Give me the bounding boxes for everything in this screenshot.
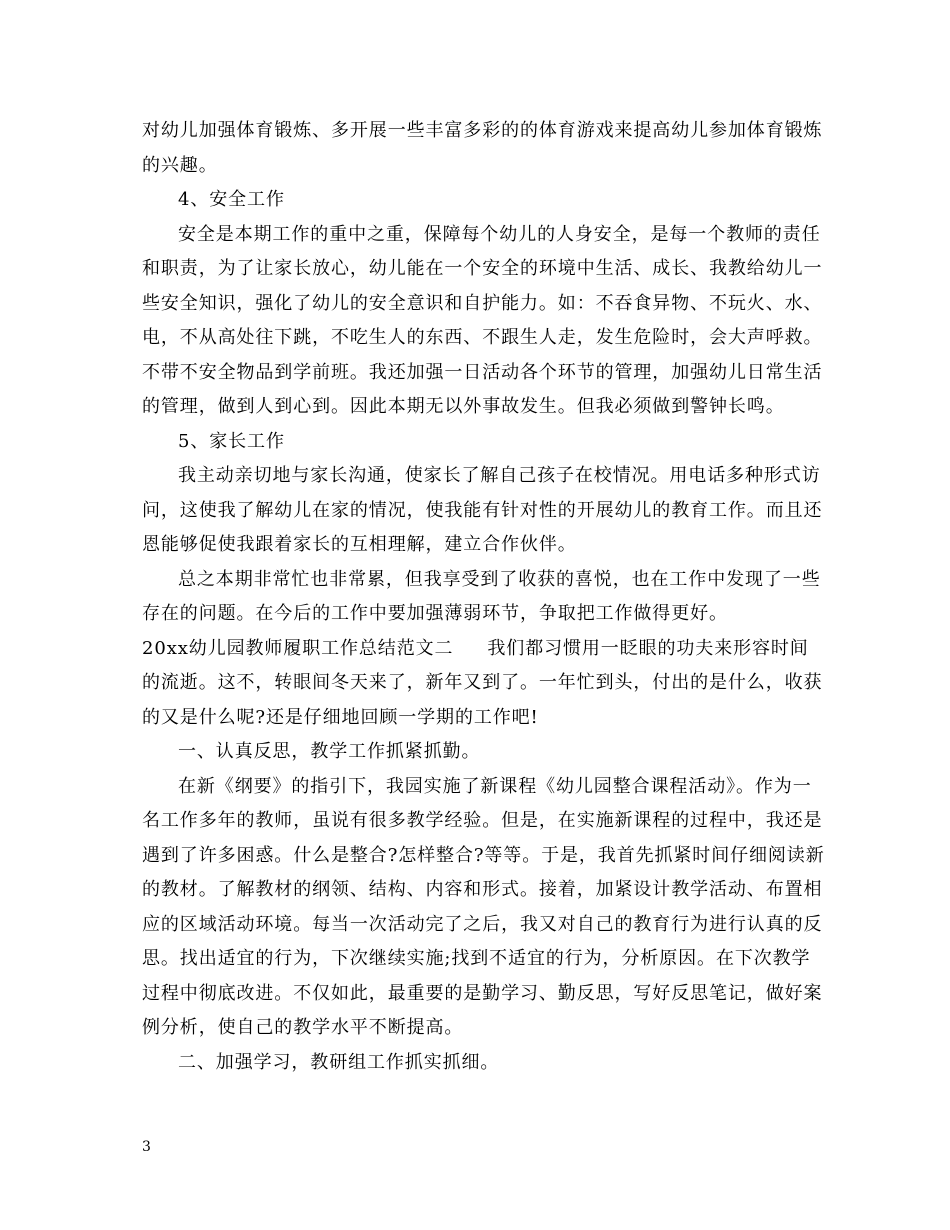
- article-title-line: [142, 632, 810, 667]
- text-line: 名工作多年的教师，虽说有很多教学经验。但是，在实施新课程的过程中，我还是: [142, 810, 823, 831]
- text-line: 我们都习惯用一眨眼的功夫来形容时间: [487, 637, 809, 659]
- section-heading: 5、家长工作: [178, 430, 285, 452]
- text-line: 应的区域活动环境。每当一次活动完了之后，我又对自己的教育行为进行认真的反: [142, 913, 823, 935]
- text-line: 的教材。了解教材的纲领、结构、内容和形式。接着，加紧设计教学活动、布置相: [142, 879, 823, 900]
- text-line: 的流逝。这不，转眼间冬天来了，新年又到了。一年忙到头，付出的是什么，收获: [142, 672, 823, 693]
- document-page: [142, 114, 825, 1080]
- text-line: 在新《纲要》的指引下，我园实施了新课程《幼儿园整合课程活动》。作为一: [178, 775, 812, 797]
- text-line: 些安全知识，强化了幼儿的安全意识和自护能力。如：不吞食异物、不玩火、水、: [142, 292, 823, 314]
- text-line: 思。找出适宜的行为，下次继续实施;找到不适宜的行为，分析原因。在下次教学: [142, 948, 811, 969]
- text-line: 的兴趣。: [142, 154, 218, 176]
- text-line: 总之本期非常忙也非常累，但我享受到了收获的喜悦，也在工作中发现了一些: [178, 568, 821, 590]
- section-heading: 4、安全工作: [178, 189, 285, 210]
- text-line: 安全是本期工作的重中之重，保障每个幼儿的人身安全，是每一个教师的责任: [178, 223, 821, 245]
- text-line: 不带不安全物品到学前班。我还加强一日活动各个环节的管理，加强幼儿日常生活: [142, 361, 823, 383]
- text-line: 恩能够促使我跟着家长的互相理解，建立合作伙伴。: [142, 534, 577, 555]
- section-heading: 二、加强学习，教研组工作抓实抓细。: [178, 1051, 500, 1073]
- text-line: 过程中彻底改进。不仅如此，最重要的是勤学习、勤反思，写好反思笔记，做好案: [142, 982, 823, 1004]
- text-line: 的管理，做到人到心到。因此本期无以外事故发生。但我必须做到警钟长鸣。: [142, 396, 785, 417]
- article-title: 20xx幼儿园教师履职工作总结范文二: [142, 637, 454, 659]
- text-line: 和职责，为了让家长放心，幼儿能在一个安全的环境中生活、成长、我教给幼儿一: [142, 258, 823, 279]
- text-line: 电，不从高处往下跳，不吃生人的东西、不跟生人走，发生危险时，会大声呼救。: [142, 327, 823, 348]
- text-line: 的又是什么呢?还是仔细地回顾一学期的工作吧!: [142, 706, 539, 728]
- text-line: 存在的问题。在今后的工作中要加强薄弱环节，争取把工作做得更好。: [142, 603, 728, 624]
- text-line: 对幼儿加强体育锻炼、多开展一些丰富多彩的的体育游戏来提高幼儿参加体育锻炼: [142, 120, 823, 141]
- page-number: 3: [142, 1139, 151, 1155]
- text-line: 我主动亲切地与家长沟通，使家长了解自己孩子在校情况。用电话多种形式访: [178, 465, 821, 486]
- text-line: 遇到了许多困惑。什么是整合?怎样整合?等等。于是，我首先抓紧时间仔细阅读新: [142, 844, 825, 866]
- section-heading: 一、认真反思，教学工作抓紧抓勤。: [178, 741, 481, 762]
- text-line: 问，这使我了解幼儿在家的情况，使我能有针对性的开展幼儿的教育工作。而且还: [142, 499, 823, 521]
- text-line: 例分析，使自己的教学水平不断提高。: [142, 1017, 464, 1038]
